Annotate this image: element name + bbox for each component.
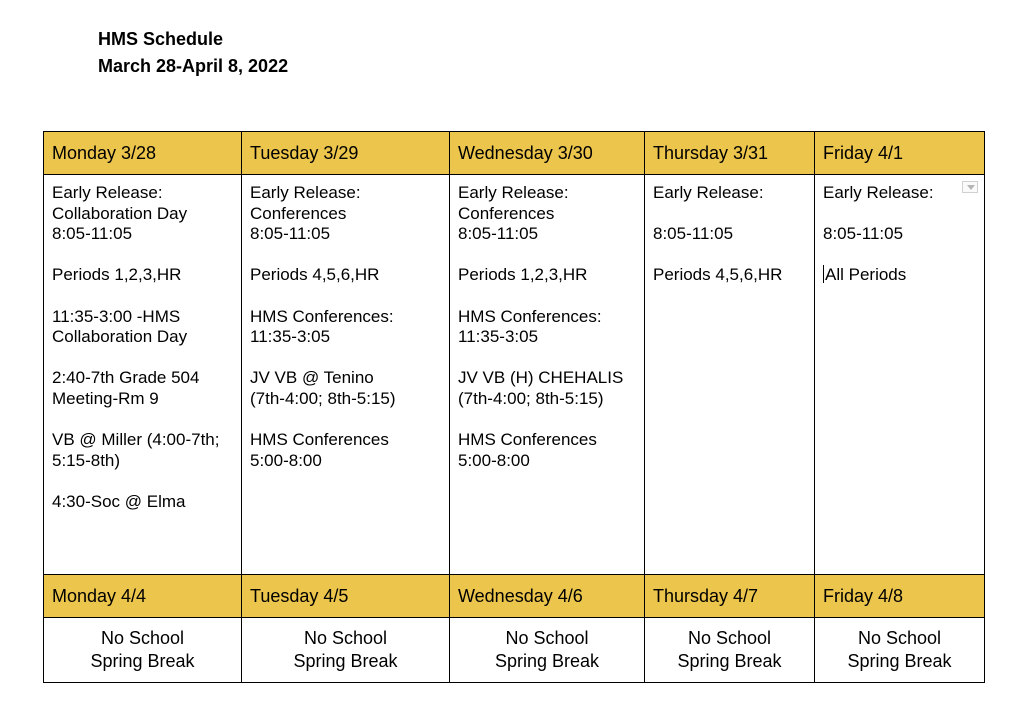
event-text: JV VB (H) CHEHALIS (7th-4:00; 8th-5:15) <box>458 368 624 408</box>
text-cursor <box>823 265 824 283</box>
event-text: Early Release: <box>823 183 934 202</box>
document-date-range: March 28-April 8, 2022 <box>98 56 289 76</box>
event-text: 8:05-11:05 <box>823 224 904 244</box>
thursday-events-cell[interactable] <box>645 175 815 575</box>
no-school-cell[interactable] <box>242 618 450 683</box>
document-title: HMS Schedule <box>98 29 224 49</box>
no-school-text: No School <box>687 628 772 648</box>
no-school-text: No School <box>857 628 942 648</box>
day-header-cell[interactable]: Thursday 3/31 <box>645 132 815 175</box>
week1-events-row <box>44 175 985 575</box>
friday-events-cell[interactable] <box>815 175 985 575</box>
event-text: Early Release: <box>653 183 764 202</box>
event-text: Periods 1,2,3,HR <box>52 265 182 285</box>
no-school-cell[interactable] <box>645 618 815 683</box>
day-header-cell[interactable]: Wednesday 4/6 <box>450 575 645 618</box>
spring-break-text: Spring Break <box>90 651 195 671</box>
schedule-table <box>43 131 985 683</box>
event-text: 8:05-11:05 <box>653 224 734 244</box>
no-school-cell[interactable] <box>44 618 242 683</box>
event-text: 4:30-Soc @ Elma <box>52 491 186 511</box>
event-text: HMS Conferences: 11:35-3:05 <box>250 306 394 347</box>
no-school-text: No School <box>100 628 185 648</box>
day-header-cell[interactable]: Friday 4/1 <box>815 132 985 175</box>
week1-header-row <box>44 132 985 175</box>
monday-events-cell[interactable] <box>44 175 242 575</box>
event-text: HMS Conferences 5:00-8:00 <box>250 430 389 470</box>
event-text: 2:40-7th Grade 504 Meeting-Rm 9 <box>52 368 200 408</box>
spring-break-text: Spring Break <box>847 651 952 671</box>
no-school-cell[interactable] <box>815 618 985 683</box>
spring-break-text: Spring Break <box>677 651 782 671</box>
day-header-cell[interactable]: Tuesday 4/5 <box>242 575 450 618</box>
week2-events-row <box>44 618 985 683</box>
no-school-cell[interactable] <box>450 618 645 683</box>
event-text: HMS Conferences: 11:35-3:05 <box>458 306 602 347</box>
event-text: 11:35-3:00 -HMS Collaboration Day <box>52 306 188 347</box>
no-school-text: No School <box>303 628 388 648</box>
event-text: All Periods <box>825 265 907 285</box>
wednesday-events-cell[interactable] <box>450 175 645 575</box>
event-text: JV VB @ Tenino (7th-4:00; 8th-5:15) <box>250 368 396 408</box>
tuesday-events-cell[interactable] <box>242 175 450 575</box>
no-school-text: No School <box>505 628 589 648</box>
event-line <box>823 265 976 286</box>
spring-break-text: Spring Break <box>494 651 600 671</box>
day-header-cell[interactable]: Monday 4/4 <box>44 575 242 618</box>
day-header-cell[interactable]: Tuesday 3/29 <box>242 132 450 175</box>
event-text: Early Release: Conferences 8:05-11:05 <box>458 183 569 244</box>
event-text: Periods 4,5,6,HR <box>250 265 380 285</box>
day-header-cell[interactable]: Monday 3/28 <box>44 132 242 175</box>
event-text: Periods 1,2,3,HR <box>458 265 588 285</box>
day-header-cell[interactable]: Friday 4/8 <box>815 575 985 618</box>
spring-break-text: Spring Break <box>293 651 398 671</box>
document-heading <box>98 26 288 80</box>
event-text: Early Release: Collaboration Day 8:05-11:05 <box>52 183 188 244</box>
day-header-cell[interactable]: Thursday 4/7 <box>645 575 815 618</box>
week2-header-row <box>44 575 985 618</box>
dropdown-arrow-icon[interactable] <box>962 181 978 193</box>
event-text: HMS Conferences 5:00-8:00 <box>458 430 597 470</box>
event-text: VB @ Miller (4:00-7th; 5:15-8th) <box>52 430 220 470</box>
event-text: Early Release: Conferences 8:05-11:05 <box>250 183 361 244</box>
day-header-cell[interactable]: Wednesday 3/30 <box>450 132 645 175</box>
event-text: Periods 4,5,6,HR <box>653 265 783 285</box>
